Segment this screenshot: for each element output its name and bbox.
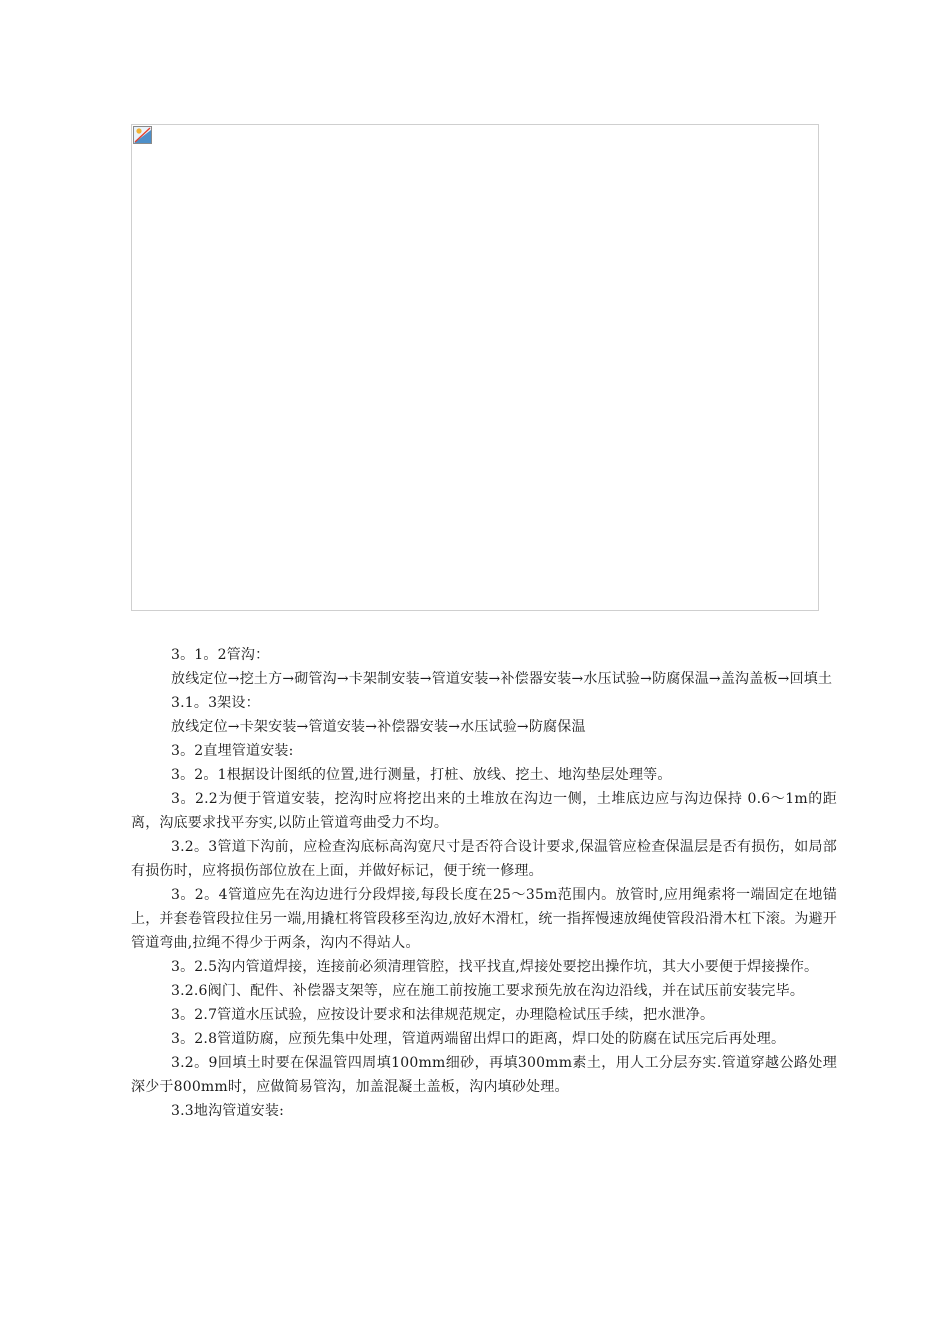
- heading-3-2: 3。2直埋管道安装:: [171, 743, 294, 759]
- paragraph-3-2-9: 3.2。9回填土时要在保温管四周填100mm细砂，再填300mm素土，用人工分层夯实.管道穿越公路处理深少于800mm时，应做简易管沟，加盖混凝土盖板，沟内填砂处理。: [131, 1055, 837, 1095]
- body-text: [131, 643, 837, 1123]
- paragraph-3-2-3: 3.2。3管道下沟前，应检查沟底标高沟宽尺寸是否符合设计要求,保温管应检查保温层是否有损伤，如局部有损伤时，应将损伤部位放在上面，并做好标记，便于统一修理。: [131, 839, 837, 879]
- broken-image-icon: [133, 126, 152, 144]
- heading-3-3: 3.3地沟管道安装:: [171, 1103, 284, 1119]
- paragraph-3-2-7: 3。2.7管道水压试验，应按设计要求和法律规范规定，办理隐检试压手续，把水泄净。: [171, 1007, 715, 1023]
- image-placeholder: [131, 124, 819, 611]
- heading-3-1-3: 3.1。3架设：: [171, 695, 260, 711]
- paragraph-3-2-4: 3。2。4管道应先在沟边进行分段焊接,每段长度在25～35m范围内。放管时,应用绳索将一端固定在地锚上，并套卷管段拉住另一端,用撬杠将管段移至沟边,放好木滑杠，统一指挥慢速放绳使管段沿滑木杠下滚。为避开管道弯曲,拉绳不得少于两条，沟内不得站人。: [131, 887, 837, 951]
- heading-3-1-2: 3。1。2管沟：: [171, 647, 270, 663]
- paragraph-trench-process: 放线定位→挖土方→砌管沟→卡架制安装→管道安装→补偿器安装→水压试验→防腐保温→盖沟盖板→回填土: [171, 671, 833, 687]
- paragraph-3-2-8: 3。2.8管道防腐，应预先集中处理，管道两端留出焊口的距离，焊口处的防腐在试压完后再处理。: [171, 1031, 786, 1047]
- paragraph-overhead-process: 放线定位→卡架安装→管道安装→补偿器安装→水压试验→防腐保温: [171, 719, 586, 735]
- paragraph-3-2-6: 3.2.6阀门、配件、补偿器支架等，应在施工前按施工要求预先放在沟边沿线，并在试压前安装完毕。: [171, 983, 805, 999]
- paragraph-3-2-5: 3。2.5沟内管道焊接，连接前必须清理管腔，找平找直,焊接处要挖出操作坑，其大小要便于焊接操作。: [171, 959, 819, 975]
- paragraph-3-2-2: 3。2.2为便于管道安装，挖沟时应将挖出来的土堆放在沟边一侧，土堆底边应与沟边保持 0.6～1m的距离，沟底要求找平夯实,以防止管道弯曲受力不均。: [131, 791, 837, 831]
- paragraph-3-2-1: 3。2。1根据设计图纸的位置,进行测量，打桩、放线、挖土、地沟垫层处理等。: [171, 767, 672, 783]
